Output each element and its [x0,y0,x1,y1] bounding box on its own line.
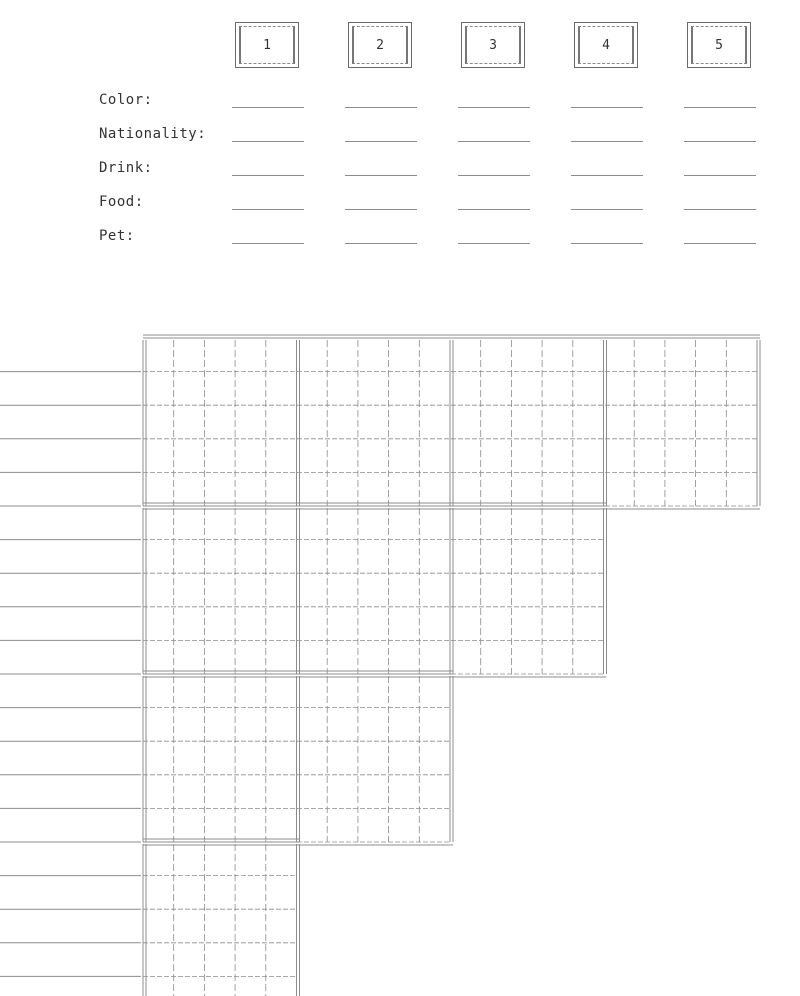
attribute-label-color: Color: [99,92,153,108]
attribute-label-drink: Drink: [99,160,153,176]
attribute-label-food: Food: [99,194,144,210]
house-number-5: 5 [715,37,723,53]
attribute-label-pet: Pet: [99,228,135,244]
attribute-label-nationality: Nationality: [99,126,207,142]
house-number-4: 4 [602,37,610,53]
house-number-3: 3 [489,37,497,53]
house-number-2: 2 [376,37,384,53]
house-number-1: 1 [263,37,271,53]
